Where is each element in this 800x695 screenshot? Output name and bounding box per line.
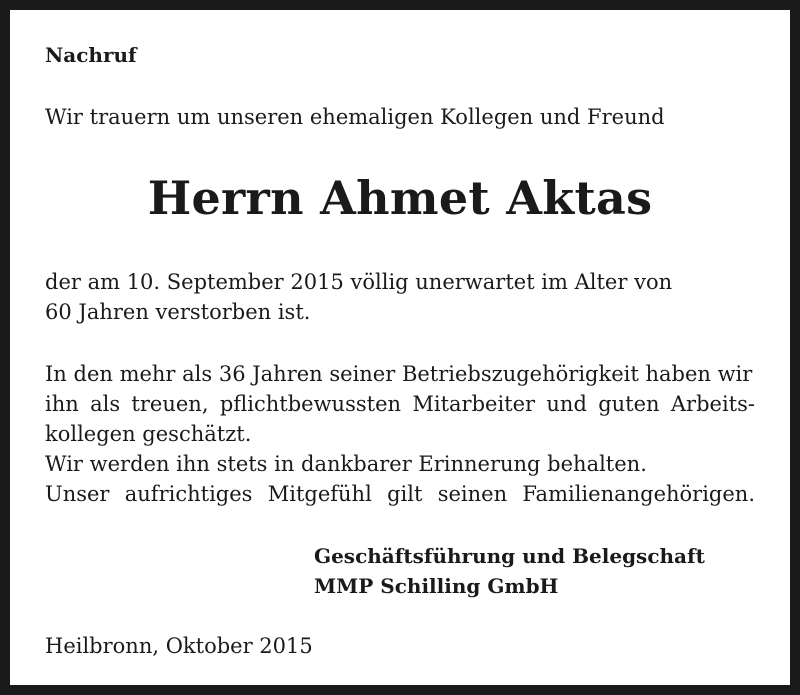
tribute-text-line-3: kollegen geschätzt.: [45, 422, 252, 446]
signature-line-1: Geschäftsführung und Belegschaft: [314, 544, 705, 568]
notice-heading: Nachruf: [45, 43, 137, 67]
signature-line-2: MMP Schilling GmbH: [314, 574, 559, 598]
tribute-text-line-2: ihn als treuen, pflichtbewussten Mitarbeiter und guten Arbeits-: [45, 392, 755, 416]
tribute-text-line-1: In den mehr als 36 Jahren seiner Betriebszugehörigkeit haben wir: [45, 362, 753, 386]
sympathy-text: Unser aufrichtiges Mitgefühl gilt seinen Familienangehörigen.: [45, 482, 755, 506]
deceased-name: Herrn Ahmet Aktas: [147, 171, 653, 225]
intro-text: Wir trauern um unseren ehemaligen Kollegen und Freund: [45, 105, 665, 129]
memory-text: Wir werden ihn stets in dankbarer Erinnerung behalten.: [45, 452, 647, 476]
place-date: Heilbronn, Oktober 2015: [45, 634, 313, 658]
death-text-line-2: 60 Jahren verstorben ist.: [45, 300, 311, 324]
death-text-line-1: der am 10. September 2015 völlig unerwartet im Alter von: [45, 270, 673, 294]
